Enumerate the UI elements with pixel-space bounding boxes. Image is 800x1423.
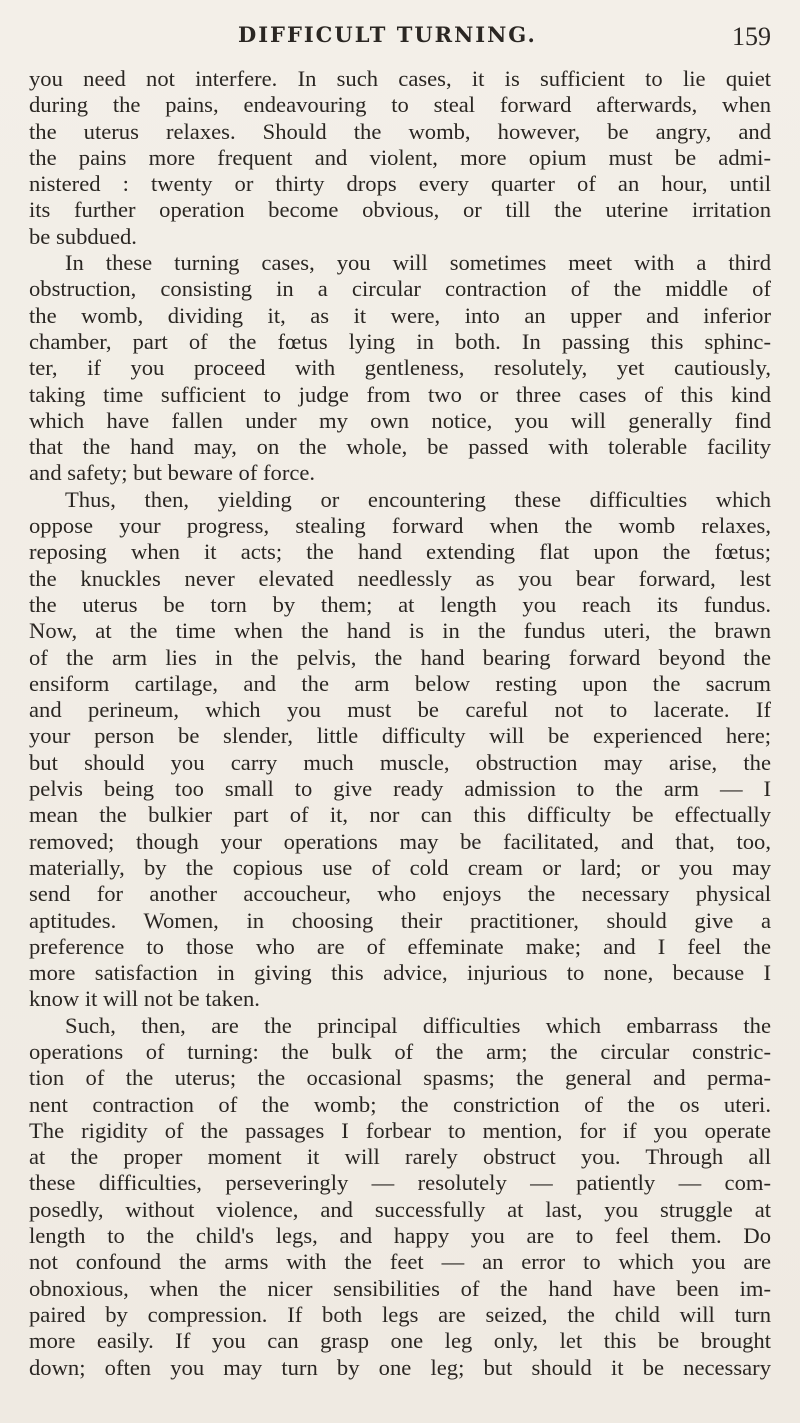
text-line: preference to those who are of effeminate make; and I feel the <box>29 933 771 959</box>
text-line: Now, at the time when the hand is in the fundus uteri, the brawn <box>29 618 771 644</box>
text-line: the uterus be torn by them; at length you reach its fundus. <box>29 591 771 617</box>
text-line: more satisfaction in giving this advice, injurious to none, because I <box>29 960 771 986</box>
text-line: down; often you may turn by one leg; but should it be necessary <box>29 1354 771 1380</box>
text-line: operations of turning: the bulk of the arm; the circular constric- <box>29 1038 771 1064</box>
text-line: chamber, part of the fœtus lying in both. In passing this sphinc- <box>29 328 771 354</box>
text-line: more easily. If you can grasp one leg only, let this be brought <box>29 1328 771 1354</box>
text-line: and safety; but beware of force. <box>29 460 316 486</box>
text-line: the uterus relaxes. Should the womb, however, be angry, and <box>29 118 771 144</box>
text-line: but should you carry much muscle, obstruction may arise, the <box>29 749 771 775</box>
text-line: your person be slender, little difficulty will be experienced here; <box>29 723 771 749</box>
text-line: materially, by the copious use of cold cream or lard; or you may <box>29 854 771 880</box>
text-line: during the pains, endeavouring to steal forward afterwards, when <box>29 92 771 118</box>
text-line: oppose your progress, stealing forward when the womb relaxes, <box>29 513 771 539</box>
text-line: which have fallen under my own notice, you will generally find <box>29 407 771 433</box>
text-line: mean the bulkier part of it, nor can this difficulty be effectually <box>29 802 771 828</box>
text-line: not confound the arms with the feet — an error to which you are <box>29 1249 771 1275</box>
text-line: and perineum, which you must be careful not to lacerate. If <box>29 697 771 723</box>
text-line: you need not interfere. In such cases, it is sufficient to lie quiet <box>29 66 771 91</box>
text-line: its further operation become obvious, or till the uterine irritation <box>29 197 771 223</box>
text-line: know it will not be taken. <box>29 986 260 1012</box>
text-line: obstruction, consisting in a circular contraction of the middle of <box>29 276 771 302</box>
text-line: reposing when it acts; the hand extending flat upon the fœtus; <box>29 539 771 565</box>
text-line: In these turning cases, you will sometimes meet with a third <box>65 250 771 276</box>
text-line: be subdued. <box>29 223 137 249</box>
running-head <box>0 12 800 52</box>
text-line: ensiform cartilage, and the arm below resting upon the sacrum <box>29 670 771 696</box>
text-line: posedly, without violence, and successfully at last, you struggle at <box>29 1196 771 1222</box>
text-line: Such, then, are the principal difficulties which embarrass the <box>65 1012 771 1038</box>
text-line: taking time sufficient to judge from two or three cases of this kind <box>29 381 771 407</box>
text-line: at the proper moment it will rarely obstruct you. Through all <box>29 1144 771 1170</box>
text-line: removed; though your operations may be facilitated, and that, too, <box>29 828 771 854</box>
running-title: DIFFICULT TURNING. <box>238 22 537 47</box>
page-number: 159 <box>732 22 771 51</box>
text-line: that the hand may, on the whole, be passed with tolerable facility <box>29 434 771 460</box>
text-line: aptitudes. Women, in choosing their practitioner, should give a <box>29 907 771 933</box>
text-line: ter, if you proceed with gentleness, resolutely, yet cautiously, <box>29 355 771 381</box>
text-line: nistered : twenty or thirty drops every quarter of an hour, until <box>29 171 771 197</box>
body-text <box>29 66 771 1381</box>
text-line: the pains more frequent and violent, more opium must be admi- <box>29 144 771 170</box>
text-line: obnoxious, when the nicer sensibilities of the hand have been im- <box>29 1275 771 1301</box>
text-line: The rigidity of the passages I forbear to mention, for if you operate <box>29 1117 771 1143</box>
text-line: pelvis being too small to give ready admission to the arm — I <box>29 776 771 802</box>
text-line: paired by compression. If both legs are seized, the child will turn <box>29 1301 771 1327</box>
text-line: nent contraction of the womb; the constriction of the os uteri. <box>29 1091 771 1117</box>
text-line: the knuckles never elevated needlessly as you bear forward, lest <box>29 565 771 591</box>
text-line: Thus, then, yielding or encountering these difficulties which <box>65 486 771 512</box>
text-line: send for another accoucheur, who enjoys the necessary physical <box>29 881 771 907</box>
text-line: these difficulties, perseveringly — resolutely — patiently — com- <box>29 1170 771 1196</box>
text-line: the womb, dividing it, as it were, into an upper and inferior <box>29 302 771 328</box>
text-line: tion of the uterus; the occasional spasms; the general and perma- <box>29 1065 771 1091</box>
text-line: of the arm lies in the pelvis, the hand bearing forward beyond the <box>29 644 771 670</box>
text-line: length to the child's legs, and happy you are to feel them. Do <box>29 1223 771 1249</box>
